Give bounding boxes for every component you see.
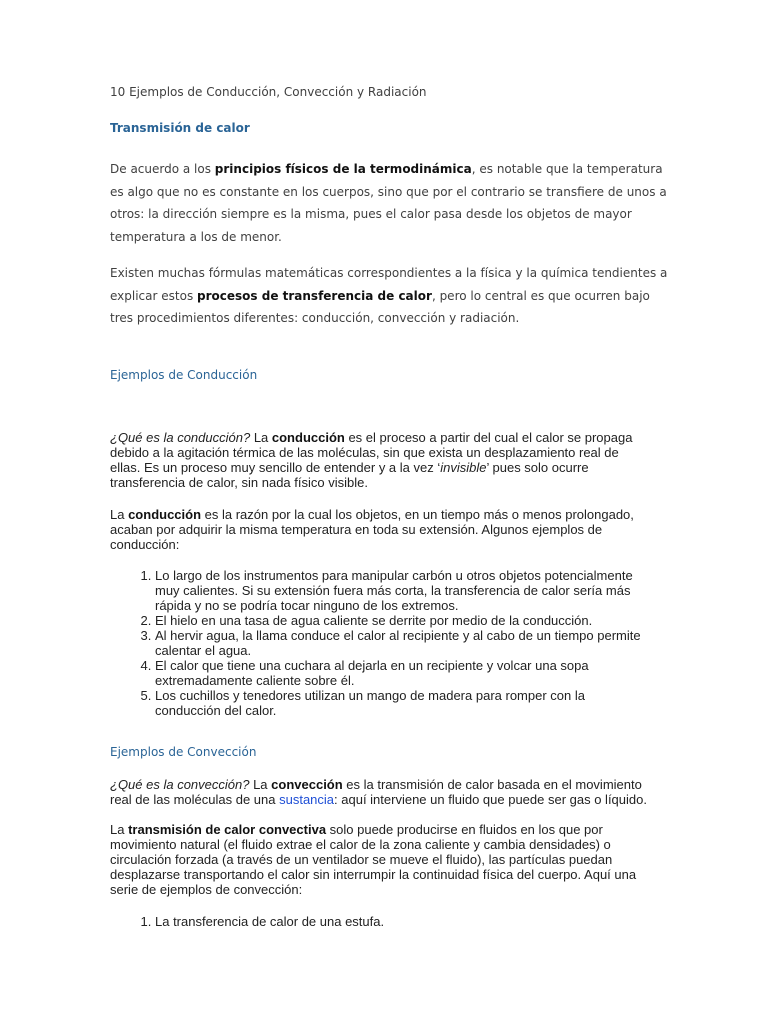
section-heading-conduccion: Ejemplos de Conducción <box>110 368 258 382</box>
intro-paragraph-1: De acuerdo a los principios físicos de la termodinámica, es notable que la temperatura es algo que no es constante en los cuerpos, sino que por el contrario se transfiere de unos a otros: la dirección siempre es la misma, pues el calor pasa desde los objetos de mayor temperatura a los de menor. <box>110 162 667 244</box>
list-item: 1. La transferencia de calor de una estufa. <box>155 914 648 929</box>
conduccion-definition: ¿Qué es la conducción? La conducción es el proceso a partir del cual el calor se propaga debido a la agitación térmica de las moléculas, sin que exista un desplazamiento real de ellas. Es un proceso muy sencillo de entender y a la vez ‘invisible’ pues solo ocurre transferencia de calor, sin nada físico visible. <box>110 430 633 490</box>
section-heading-transmision: Transmisión de calor <box>110 121 250 135</box>
conveccion-paragraph: La transmisión de calor convectiva solo puede producirse en fluidos en los que por movimiento natural (el fluido extrae el calor de la zona caliente y cambia densidades) o circulación forzada (a través de un ventilador se mueve el fluido), las partículas puedan desplazarse transportando el calor sin interrumpir la continuidad física del cuerpo. Aquí una serie de ejemplos de convección: <box>110 822 637 897</box>
conveccion-examples-list <box>110 914 648 929</box>
sustancia-link[interactable]: sustancia <box>279 792 335 807</box>
conduccion-paragraph: La conducción es la razón por la cual los objetos, en un tiempo más o menos prolongado, acaban por adquirir la misma temperatura en toda su extensión. Algunos ejemplos de conducción: <box>110 507 634 552</box>
document-title: 10 Ejemplos de Conducción, Convección y Radiación <box>110 85 427 99</box>
intro-paragraph-2: Existen muchas fórmulas matemáticas correspondientes a la física y la química tendientes a explicar estos procesos de transferencia de calor, pero lo central es que ocurren bajo tres procedimientos diferentes: conducción, convección y radiación. <box>110 266 668 325</box>
list-item: 3. Al hervir agua, la llama conduce el calor al recipiente y al cabo de un tiempo permite calentar el agua. <box>155 628 648 658</box>
conveccion-definition: ¿Qué es la convección? La convección es la transmisión de calor basada en el movimiento real de las moléculas de una sustancia: aquí interviene un fluido que puede ser gas o líquido. <box>110 777 647 807</box>
list-item: 4. El calor que tiene una cuchara al dejarla en un recipiente y volcar una sopa extremadamente caliente sobre él. <box>155 658 648 688</box>
list-item: 1. Lo largo de los instrumentos para manipular carbón u otros objetos potencialmente muy calientes. Si su extensión fuera más corta, la transferencia de calor sería más rápida y no se podría tocar ninguno de los extremos. <box>155 568 648 613</box>
list-item: 2. El hielo en una tasa de agua caliente se derrite por medio de la conducción. <box>155 613 648 628</box>
list-item: 5. Los cuchillos y tenedores utilizan un mango de madera para romper con la conducción del calor. <box>155 688 648 718</box>
section-heading-conveccion: Ejemplos de Convección <box>110 745 257 759</box>
conduccion-examples-list <box>110 568 648 718</box>
